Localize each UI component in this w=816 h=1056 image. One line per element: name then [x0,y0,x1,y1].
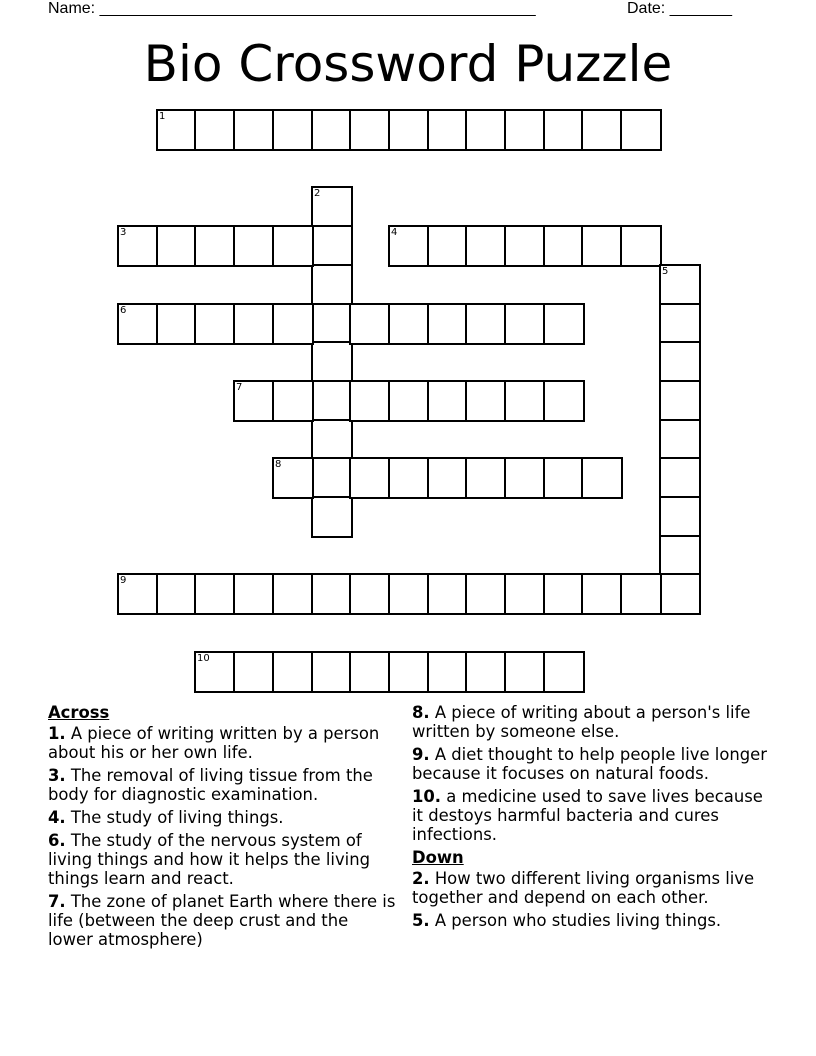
clue-number: 8 [275,459,282,470]
clue-down-5: 5. A person who studies living things. [412,911,722,930]
crossword-cell[interactable] [311,109,353,151]
crossword-cell[interactable] [349,457,391,499]
crossword-cell[interactable] [156,109,198,151]
crossword-cell[interactable] [349,573,391,615]
crossword-cell[interactable] [272,651,314,693]
crossword-cell[interactable] [272,573,314,615]
crossword-cell[interactable] [465,573,507,615]
crossword-cell[interactable] [659,457,701,499]
clue-number: 9 [120,575,127,586]
date-field-label: Date: _______ [627,0,732,17]
crossword-cell[interactable] [659,419,701,461]
crossword-cell[interactable] [388,109,430,151]
crossword-cell[interactable] [117,303,159,345]
crossword-cell[interactable] [427,303,469,345]
clue-down-2: 2. How two different living organisms live together and depend on each other. [412,869,755,907]
crossword-cell[interactable] [388,651,430,693]
crossword-cell[interactable] [233,109,275,151]
crossword-cell[interactable] [465,109,507,151]
crossword-cell[interactable] [504,651,546,693]
crossword-cell[interactable] [311,457,353,499]
crossword-cell[interactable] [504,109,546,151]
crossword-cell[interactable] [581,109,623,151]
clue-number: 5 [662,266,669,277]
clue-number: 2 [314,188,321,199]
clue-number: 1 [159,111,166,122]
crossword-cell[interactable] [272,457,314,499]
crossword-cell[interactable] [659,496,701,538]
crossword-cell[interactable] [504,380,546,422]
clue-across-6: 6. The study of the nervous system of living things and how it helps the living things learn and react. [48,831,370,888]
crossword-cell[interactable] [543,380,585,422]
clue-number: 6 [120,305,127,316]
crossword-cell[interactable] [659,380,701,422]
crossword-cell[interactable] [233,573,275,615]
crossword-cell[interactable] [581,457,623,499]
crossword-cell[interactable] [427,225,469,267]
clue-number: 7 [236,382,243,393]
crossword-cell[interactable] [388,225,430,267]
crossword-cell[interactable] [349,651,391,693]
crossword-cell[interactable] [311,264,353,306]
crossword-cell[interactable] [311,496,353,538]
crossword-cell[interactable] [233,225,275,267]
crossword-cell[interactable] [311,419,353,461]
clue-number: 4 [391,227,398,238]
crossword-cell[interactable] [311,186,353,228]
crossword-cell[interactable] [233,651,275,693]
crossword-cell[interactable] [659,303,701,345]
crossword-cell[interactable] [388,303,430,345]
clue-across-1: 1. A piece of writing written by a person about his or her own life. [48,724,380,762]
crossword-cell[interactable] [388,573,430,615]
crossword-cell[interactable] [427,380,469,422]
crossword-cell[interactable] [504,573,546,615]
crossword-cell[interactable] [427,651,469,693]
crossword-cell[interactable] [659,341,701,383]
clue-across-7: 7. The zone of planet Earth where there is life (between the deep crust and the lower atmosphere) [48,892,396,949]
clue-number: 3 [120,227,127,238]
crossword-cell[interactable] [543,651,585,693]
clue-across-4: 4. The study of living things. [48,808,284,827]
crossword-cell[interactable] [156,225,198,267]
crossword-cell[interactable] [581,573,623,615]
crossword-cell[interactable] [659,535,701,577]
crossword-cell[interactable] [543,109,585,151]
crossword-cell[interactable] [194,109,236,151]
crossword-cell[interactable] [194,573,236,615]
clues-left-column [48,703,398,953]
crossword-cell[interactable] [311,573,353,615]
crossword-cell[interactable] [156,573,198,615]
crossword-cell[interactable] [233,303,275,345]
crossword-cell[interactable] [194,225,236,267]
crossword-cell[interactable] [504,457,546,499]
clue-across-8: 8. A piece of writing about a person's life written by someone else. [412,703,751,741]
crossword-cell[interactable] [465,457,507,499]
crossword-cell[interactable] [272,303,314,345]
crossword-cell[interactable] [311,651,353,693]
crossword-cell[interactable] [272,225,314,267]
crossword-cell[interactable] [427,457,469,499]
crossword-cell[interactable] [388,380,430,422]
crossword-cell[interactable] [581,225,623,267]
crossword-cell[interactable] [233,380,275,422]
clue-across-3: 3. The removal of living tissue from the body for diagnostic examination. [48,766,373,804]
clue-number: 10 [197,653,210,664]
crossword-cell[interactable] [465,651,507,693]
crossword-cell[interactable] [272,380,314,422]
crossword-cell[interactable] [543,457,585,499]
page-title: Bio Crossword Puzzle [143,35,673,93]
crossword-cell[interactable] [272,109,314,151]
crossword-cell[interactable] [504,303,546,345]
crossword-cell[interactable] [427,573,469,615]
crossword-cell[interactable] [620,225,662,267]
crossword-cell[interactable] [194,303,236,345]
crossword-cell[interactable] [620,573,662,615]
crossword-cell[interactable] [543,303,585,345]
crossword-cell[interactable] [543,573,585,615]
crossword-cell[interactable] [543,225,585,267]
clue-across-9: 9. A diet thought to help people live longer because it focuses on natural foods. [412,745,767,783]
crossword-cell[interactable] [465,380,507,422]
crossword-cell[interactable] [427,109,469,151]
crossword-cell[interactable] [349,380,391,422]
crossword-cell[interactable] [311,341,353,383]
crossword-cell[interactable] [465,303,507,345]
crossword-cell[interactable] [388,457,430,499]
clue-across-10: 10. a medicine used to save lives because it destoys harmful bacteria and cures infections. [412,787,763,844]
crossword-cell[interactable] [311,303,353,345]
crossword-cell[interactable] [659,264,701,306]
crossword-cell[interactable] [156,303,198,345]
crossword-cell[interactable] [504,225,546,267]
clues-right-column [412,703,772,934]
crossword-cell[interactable] [620,109,662,151]
crossword-cell[interactable] [194,651,236,693]
crossword-cell[interactable] [659,573,701,615]
crossword-cell[interactable] [349,303,391,345]
crossword-cell[interactable] [311,380,353,422]
crossword-cell[interactable] [117,225,159,267]
crossword-cell[interactable] [311,225,353,267]
across-heading: Across [48,703,110,722]
name-field-label: Name: _________________________________________________ [48,0,536,17]
crossword-cell[interactable] [349,109,391,151]
crossword-cell[interactable] [465,225,507,267]
down-heading: Down [412,848,464,867]
crossword-cell[interactable] [117,573,159,615]
